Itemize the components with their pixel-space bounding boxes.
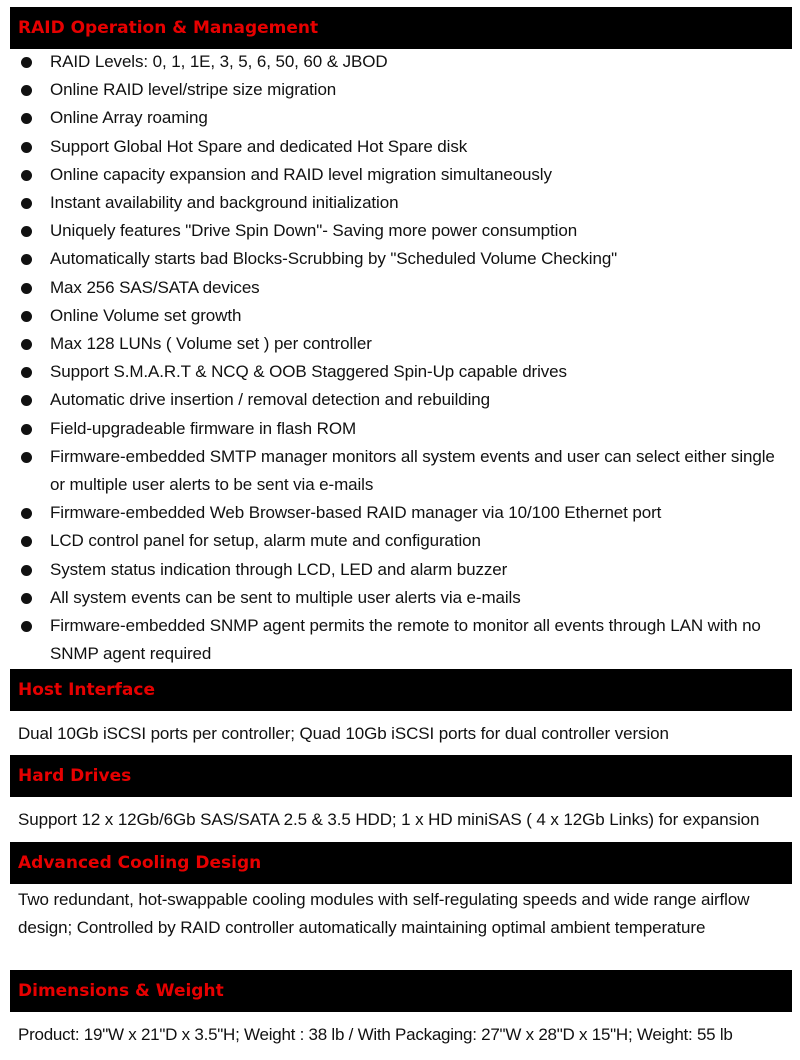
section-header-dimensions: Dimensions & Weight bbox=[10, 970, 792, 1012]
list-item-text: Automatically starts bad Blocks-Scrubbing by "Scheduled Volume Checking" bbox=[50, 249, 618, 269]
list-item bbox=[10, 48, 792, 76]
list-item-text: Max 128 LUNs ( Volume set ) per controller bbox=[50, 334, 372, 354]
list-item-text: Field-upgradeable firmware in flash ROM bbox=[50, 418, 357, 438]
list-item bbox=[10, 245, 792, 273]
bullet-icon bbox=[21, 170, 32, 181]
list-item-text: Automatic drive insertion / removal detection and rebuilding bbox=[50, 390, 491, 410]
bullet-icon bbox=[21, 198, 32, 209]
list-item-text: Online Volume set growth bbox=[50, 305, 242, 325]
list-item bbox=[10, 443, 792, 499]
list-item-text: Uniquely features "Drive Spin Down"- Saving more power consumption bbox=[50, 221, 578, 241]
bullet-icon bbox=[21, 283, 32, 294]
list-item-text: All system events can be sent to multiple user alerts via e-mails bbox=[50, 587, 521, 607]
bullet-icon bbox=[21, 254, 32, 265]
section-header-hard-drives: Hard Drives bbox=[10, 755, 792, 797]
list-item-text: System status indication through LCD, LED and alarm buzzer bbox=[50, 559, 508, 579]
bullet-icon bbox=[21, 508, 32, 519]
list-item-text: RAID Levels: 0, 1, 1E, 3, 5, 6, 50, 60 & JBOD bbox=[50, 52, 388, 71]
list-item bbox=[10, 527, 792, 555]
list-item-text: Max 256 SAS/SATA devices bbox=[50, 277, 260, 297]
bullet-icon bbox=[21, 536, 32, 547]
list-item bbox=[10, 302, 792, 330]
host-interface-text: Dual 10Gb iSCSI ports per controller; Quad 10Gb iSCSI ports for dual controller version bbox=[18, 724, 669, 743]
list-item bbox=[10, 133, 792, 161]
bullet-icon bbox=[21, 113, 32, 124]
bullet-icon bbox=[21, 367, 32, 378]
bullet-icon bbox=[21, 311, 32, 322]
list-item bbox=[10, 104, 792, 132]
bullet-icon bbox=[21, 142, 32, 153]
list-item bbox=[10, 161, 792, 189]
bullet-icon bbox=[21, 57, 32, 68]
list-item-text: Online RAID level/stripe size migration bbox=[50, 80, 337, 100]
bullet-icon bbox=[21, 339, 32, 350]
list-item bbox=[10, 189, 792, 217]
list-item bbox=[10, 386, 792, 414]
list-item bbox=[10, 217, 792, 245]
list-item bbox=[10, 584, 792, 612]
bullet-icon bbox=[21, 565, 32, 576]
section-header-raid: RAID Operation & Management bbox=[10, 7, 792, 49]
bullet-icon bbox=[21, 395, 32, 406]
section-header-cooling: Advanced Cooling Design bbox=[10, 842, 792, 884]
list-item bbox=[10, 358, 792, 386]
dimensions-text: Product: 19"W x 21"D x 3.5"H; Weight : 38 lb / With Packaging: 27"W x 28"D x 15"H; Weight: 55 lb bbox=[18, 1025, 733, 1044]
raid-feature-list bbox=[10, 48, 792, 668]
bullet-icon bbox=[21, 621, 32, 632]
list-item-text: Instant availability and background initialization bbox=[50, 193, 399, 213]
bullet-icon bbox=[21, 452, 32, 463]
list-item bbox=[10, 499, 792, 527]
list-item-text: Support S.M.A.R.T & NCQ & OOB Staggered Spin-Up capable drives bbox=[50, 362, 567, 382]
list-item-text: Firmware-embedded SMTP manager monitors all system events and user can select either single or multiple user alerts to be sent via e-mails bbox=[50, 446, 775, 495]
list-item-text: Firmware-embedded Web Browser-based RAID manager via 10/100 Ethernet port bbox=[50, 503, 662, 523]
section-header-host-interface: Host Interface bbox=[10, 669, 792, 711]
list-item-text: Online capacity expansion and RAID level migration simultaneously bbox=[50, 164, 552, 184]
list-item-text: Online Array roaming bbox=[50, 108, 208, 128]
list-item bbox=[10, 274, 792, 302]
list-item-text: Firmware-embedded SNMP agent permits the remote to monitor all events through LAN with no SNMP agent required bbox=[50, 616, 761, 664]
list-item bbox=[10, 330, 792, 358]
list-item-text: Support Global Hot Spare and dedicated Hot Spare disk bbox=[50, 136, 468, 156]
list-item bbox=[10, 556, 792, 584]
bullet-icon bbox=[21, 226, 32, 237]
hard-drives-text: Support 12 x 12Gb/6Gb SAS/SATA 2.5 & 3.5 HDD; 1 x HD miniSAS ( 4 x 12Gb Links) for expansion bbox=[18, 810, 760, 829]
list-item bbox=[10, 612, 792, 668]
bullet-icon bbox=[21, 85, 32, 96]
cooling-text: Two redundant, hot-swappable cooling modules with self-regulating speeds and wide range airflow design; Controlled by RAID controller automatically maintaining optimal ambient temperature bbox=[18, 890, 750, 937]
bullet-icon bbox=[21, 593, 32, 604]
list-item bbox=[10, 76, 792, 104]
list-item-text: LCD control panel for setup, alarm mute and configuration bbox=[50, 531, 481, 551]
list-item bbox=[10, 415, 792, 443]
bullet-icon bbox=[21, 424, 32, 435]
